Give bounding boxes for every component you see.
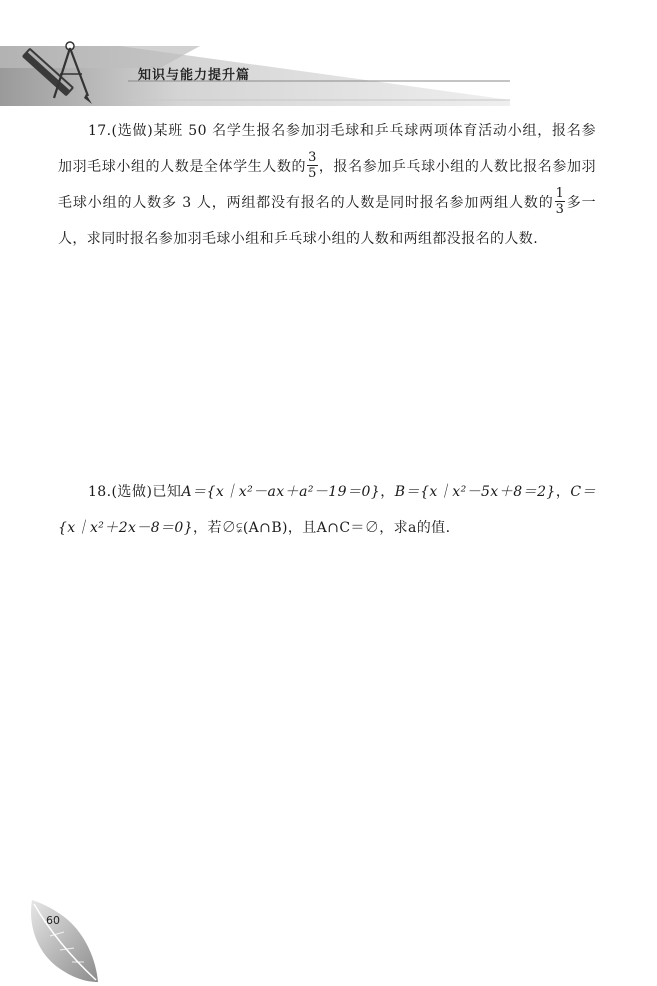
section-title: 知识与能力提升篇 [138,68,251,83]
fraction-denominator: 5 [308,165,317,181]
page-number: 60 [46,914,60,927]
leaf-icon [26,898,102,984]
problem-18: 18.(选做)已知A＝{x｜x²－ax＋a²－19＝0}，B＝{x｜x²－5x＋8＝2}，C＝{x｜x²＋2x－8＝0}，若∅⫋(A∩B)，且A∩C＝∅，求a的值. [58,484,596,536]
fraction-numerator: 3 [308,149,317,165]
set-a: A＝{x｜x²－ax＋a²－19＝0} [181,484,381,500]
header-banner [0,38,657,110]
fraction-numerator: 1 [555,185,565,201]
problem-tag: (选做) [111,123,154,139]
condition-subset: 若∅⫋(A∩B) [207,520,288,536]
fraction-three-fifths [307,150,318,181]
fraction-denominator: 3 [555,201,565,217]
problem-number: 17. [88,123,112,139]
problem-question: 求a的值. [393,520,451,536]
condition-intersection: 且A∩C＝∅ [302,520,380,536]
set-b: B＝{x｜x²－5x＋8＝2} [394,484,556,500]
problem-17 [58,113,596,257]
problem-tag: (选做) [111,484,153,500]
problem-number: 18. [88,484,112,500]
problem-text: 多一人，求同时报名参加羽毛球小组和乒乓球小组的人数和两组都没报名的人数. [58,195,596,247]
problem-text: 已知 [152,484,182,500]
fraction-one-third [555,186,566,217]
problem-text: ，报名参加乒乓球小组的人数比报名参加羽毛球小组的人数多 3 人，两组都没有报名的人数是同时报名参加两组人数的 [58,159,596,211]
set-c: C＝{x｜x²＋2x－8＝0} [58,484,596,536]
problem-text: 某班 50 名学生报名参加羽毛球和乒乓球两项体育活动小组，报名参加羽毛球小组的人数是全体学生人数的 [58,123,597,175]
